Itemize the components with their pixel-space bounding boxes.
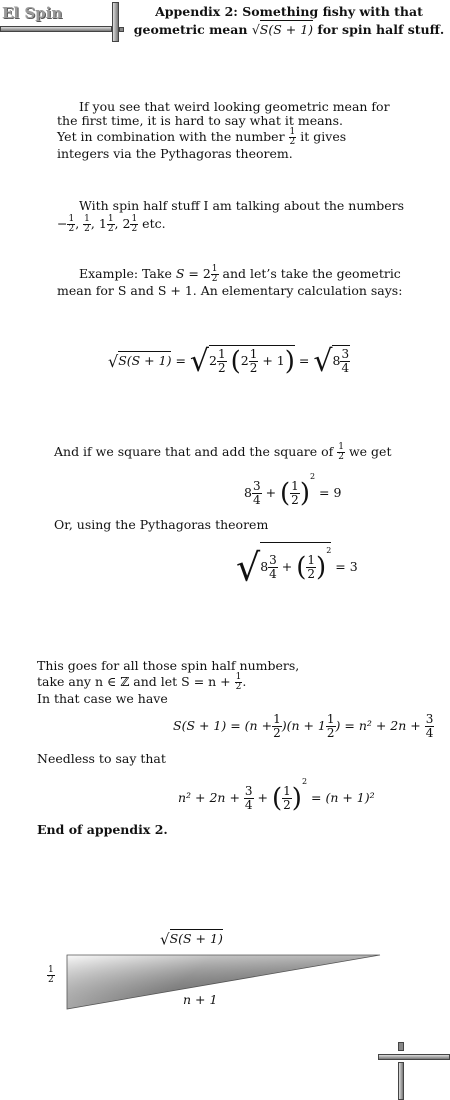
p1-line1: If you see that weird looking geometric mean for bbox=[79, 99, 390, 114]
equation-geometric-mean: √S(S + 1) = √2 $\frac{1}{2}$ (2 $\frac{1}{2}$ + 1) = √8 $\frac{3}{4}$ bbox=[108, 344, 350, 379]
p6-line1: This goes for all those spin half numbers, bbox=[37, 658, 300, 673]
paragraph-general bbox=[37, 659, 299, 706]
logo-bar-vertical bbox=[112, 2, 119, 42]
p3-line1: Example: Take S = 2 $\frac{1}{2}$ and let’s take the geometric bbox=[79, 264, 401, 284]
triangle-label-hypotenuse: √S(S + 1) bbox=[160, 930, 223, 949]
paragraph-intro bbox=[57, 100, 390, 161]
p2-line1: With spin half stuff I am talking about the numbers bbox=[79, 198, 405, 213]
triangle-label-base: n + 1 bbox=[183, 992, 218, 1007]
ornament-dot bbox=[398, 1042, 404, 1051]
title-line-2: geometric mean √S(S + 1) for spin half stuff. bbox=[133, 22, 445, 37]
equation-sum-of-squares: 8 $\frac{3}{4}$ + ( $\frac{1}{2}$ )$^2$ = 9 bbox=[244, 472, 342, 509]
title-suffix: for spin half stuff. bbox=[317, 22, 445, 37]
paragraph-square: And if we square that and add the square of $\frac{1}{2}$ we get bbox=[54, 442, 392, 462]
logo-dot bbox=[119, 27, 124, 32]
ornament-bar-horizontal bbox=[378, 1054, 450, 1060]
p1-line3: Yet in combination with the number $\frac{1}{2}$ it gives bbox=[57, 127, 347, 147]
right-triangle bbox=[60, 950, 390, 1014]
p6-line2: take any n ∈ ℤ and let S = n + $\frac{1}{2}$ . bbox=[37, 672, 247, 692]
p1-line4: integers via the Pythagoras theorem. bbox=[57, 146, 293, 161]
title-prefix: geometric mean bbox=[133, 22, 248, 37]
p6-line3: In that case we have bbox=[37, 691, 168, 706]
logo-text: El Spin bbox=[2, 4, 63, 22]
logo-bar-horizontal bbox=[0, 26, 112, 32]
p2-line2: − $\frac{1}{2}$ , $\frac{1}{2}$ , 1 $\frac{1}{2}$ , 2 $\frac{1}{2}$ etc. bbox=[57, 214, 166, 234]
title-line-1: Appendix 2: Something fishy with that bbox=[155, 4, 423, 19]
footer-ornament bbox=[378, 1040, 450, 1100]
page-title bbox=[128, 4, 450, 38]
equation-pythagoras-root: √8 $\frac{3}{4}$ + ( $\frac{1}{2}$ )$^2$ = 3 bbox=[236, 542, 358, 590]
equation-square-identity: n² + 2n + $\frac{3}{4}$ + ( $\frac{1}{2}$ )$^2$ = (n + 1)² bbox=[178, 777, 375, 814]
paragraph-pythagoras: Or, using the Pythagoras theorem bbox=[54, 517, 269, 532]
triangle-label-side: $\frac{1}{2}$ bbox=[48, 965, 54, 985]
p1-line2: the first time, it is hard to say what it means. bbox=[57, 113, 343, 128]
ornament-bar-vertical bbox=[398, 1062, 404, 1100]
equation-product-expansion: S(S + 1) = (n + $\frac{1}{2}$ )(n + 1 $\frac{1}{2}$ ) = n² + 2n + $\frac{3}{4}$ bbox=[173, 712, 434, 740]
p3-line2: mean for S and S + 1. An elementary calculation says: bbox=[57, 283, 403, 298]
end-of-appendix: End of appendix 2. bbox=[37, 822, 168, 837]
paragraph-example bbox=[57, 265, 402, 298]
logo bbox=[0, 0, 125, 44]
paragraph-spin-numbers bbox=[57, 199, 404, 234]
paragraph-needless: Needless to say that bbox=[37, 751, 166, 766]
title-math: S(S + 1) bbox=[259, 22, 314, 37]
